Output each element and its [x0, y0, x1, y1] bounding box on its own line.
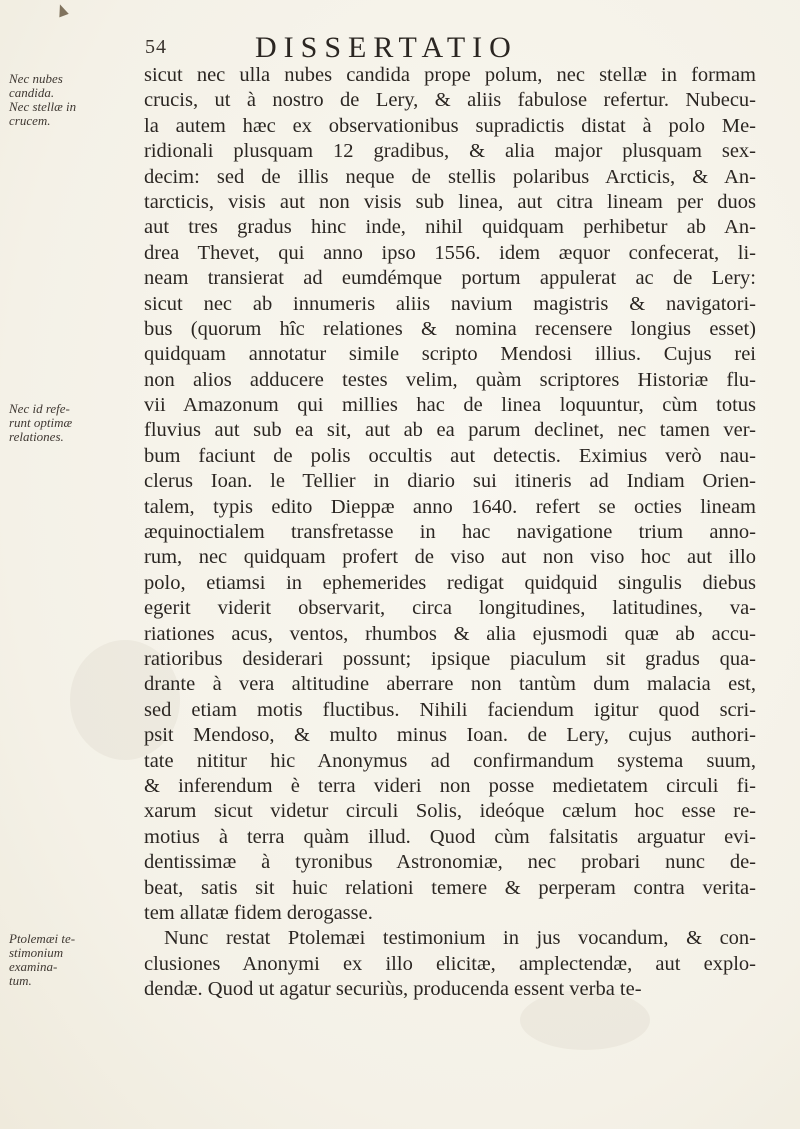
margin-note-line: Nec stellæ in [9, 99, 77, 114]
text-line: polo, etiamsi in ephemerides redigat quidquid singulis diebus [144, 571, 756, 594]
margin-note-line: crucem. [9, 113, 51, 128]
text-line: sicut nec ulla nubes candida prope polum, nec stellæ in formam [144, 64, 756, 86]
text-line: xarum sicut videtur circuli Solis, ideóque cælum hoc esse re- [144, 800, 756, 823]
margin-note-line: candida. [9, 85, 55, 100]
text-line: tarcticis, visis aut non visis sub linea, aut citra lineam per duos [144, 190, 756, 213]
text-line: dentissimæ à tyronibus Astronomiæ, nec probari nunc de- [144, 851, 756, 874]
text-line: bus (quorum hîc relationes & nomina recensere longius esset) [144, 317, 756, 340]
text-line: rum, nec quidquam profert de viso aut non viso hoc aut illo [144, 546, 756, 569]
margin-note-line: examina- [9, 959, 58, 974]
margin-note-nec-nubes [9, 72, 134, 128]
main-text-block [144, 63, 756, 1002]
text-line: sed etiam motis fluctibus. Nihili faciendum igitur quod scri- [144, 698, 756, 721]
running-title: DISSERTATIO [255, 31, 518, 64]
text-line: Nunc restat Ptolemæi testimonium in jus vocandum, & con- [164, 927, 756, 950]
ink-mark-icon [55, 3, 69, 18]
text-line: drea Thevet, qui anno ipso 1556. idem æquor confecerat, li- [144, 241, 756, 264]
margin-note-nec-id-referunt [9, 402, 134, 444]
text-line: ridionali plusquam 12 gradibus, & alia major plusquam sex- [144, 140, 756, 163]
text-line: quidquam annotatur simile scripto Mendosi illius. Cujus rei [144, 343, 756, 366]
text-line: clusiones Anonymi ex illo elicitæ, amplectendæ, aut explo- [144, 952, 756, 975]
text-line: drante à vera altitudine aberrare non tantùm dum malacia est, [144, 673, 756, 696]
page-number: 54 [145, 36, 167, 58]
text-line: motius à terra quàm illud. Quod cùm falsitatis arguatur evi- [144, 825, 756, 848]
margin-note-ptolemaei [9, 932, 134, 988]
text-line: egerit viderit observarit, circa longitudines, latitudines, va- [144, 597, 756, 620]
text-line: clerus Ioan. le Tellier in diario sui itineris ad Indiam Orien- [144, 470, 756, 493]
text-line: aut tres gradus hinc inde, nihil quidquam perhibetur ab An- [144, 216, 756, 239]
text-line: la autem hæc ex observationibus supradictis distat à polo Me- [144, 114, 756, 137]
text-line: beat, satis sit huic relationi temere & perperam contra verita- [144, 876, 756, 899]
margin-note-line: Nec id refe- [9, 401, 70, 416]
text-line: decim: sed de illis neque de stellis polaribus Arcticis, & An- [144, 165, 756, 188]
text-line: non alios adducere testes velim, quàm scriptores Historiæ flu- [144, 368, 756, 391]
text-line: æquinoctialem transfretasse in hac navigatione trium anno- [144, 521, 756, 544]
text-line: dendæ. Quod ut agatur securiùs, producenda essent verba te- [144, 978, 642, 1001]
text-line: fluvius aut sub ea sit, aut ab ea parum declinet, nec tamen ver- [144, 419, 756, 442]
margin-note-line: Ptolemæi te- [9, 931, 76, 946]
text-line: tem allatæ fidem derogasse. [144, 901, 373, 924]
text-line: neam transierat ad eumdémque portum appulerat ac de Lery: [144, 267, 756, 290]
text-line: talem, typis edito Dieppæ anno 1640. refert se octies lineam [144, 495, 756, 518]
text-line: bum faciunt de polis occultis aut detectis. Eximius verò nau- [144, 444, 756, 467]
text-line: ratioribus desiderari possunt; ipsique piaculum sit gradus qua- [144, 647, 756, 670]
margin-note-line: Nec nubes [9, 71, 63, 86]
text-line: tate nititur hic Anonymus ad confirmandum systema suum, [144, 749, 756, 772]
margin-note-line: relationes. [9, 429, 64, 444]
text-line: crucis, ut à nostro de Lery, & aliis fabulose refertur. Nubecu- [144, 89, 756, 112]
text-line: vii Amazonum qui millies hac de linea loquuntur, cùm totus [144, 394, 756, 417]
margin-note-line: stimonium [9, 945, 64, 960]
margin-note-line: runt optimæ [9, 415, 73, 430]
text-line: sicut nec ab innumeris aliis navium magistris & navigatori- [144, 292, 756, 315]
text-line: riationes acus, ventos, rhumbos & alia ejusmodi quæ ab accu- [144, 622, 756, 645]
text-line: & inferendum è terra videri non posse medietatem circuli fi- [144, 774, 756, 797]
text-line: psit Mendoso, & multo minus Ioan. de Lery, cujus authori- [144, 724, 756, 747]
margin-note-line: tum. [9, 973, 32, 988]
